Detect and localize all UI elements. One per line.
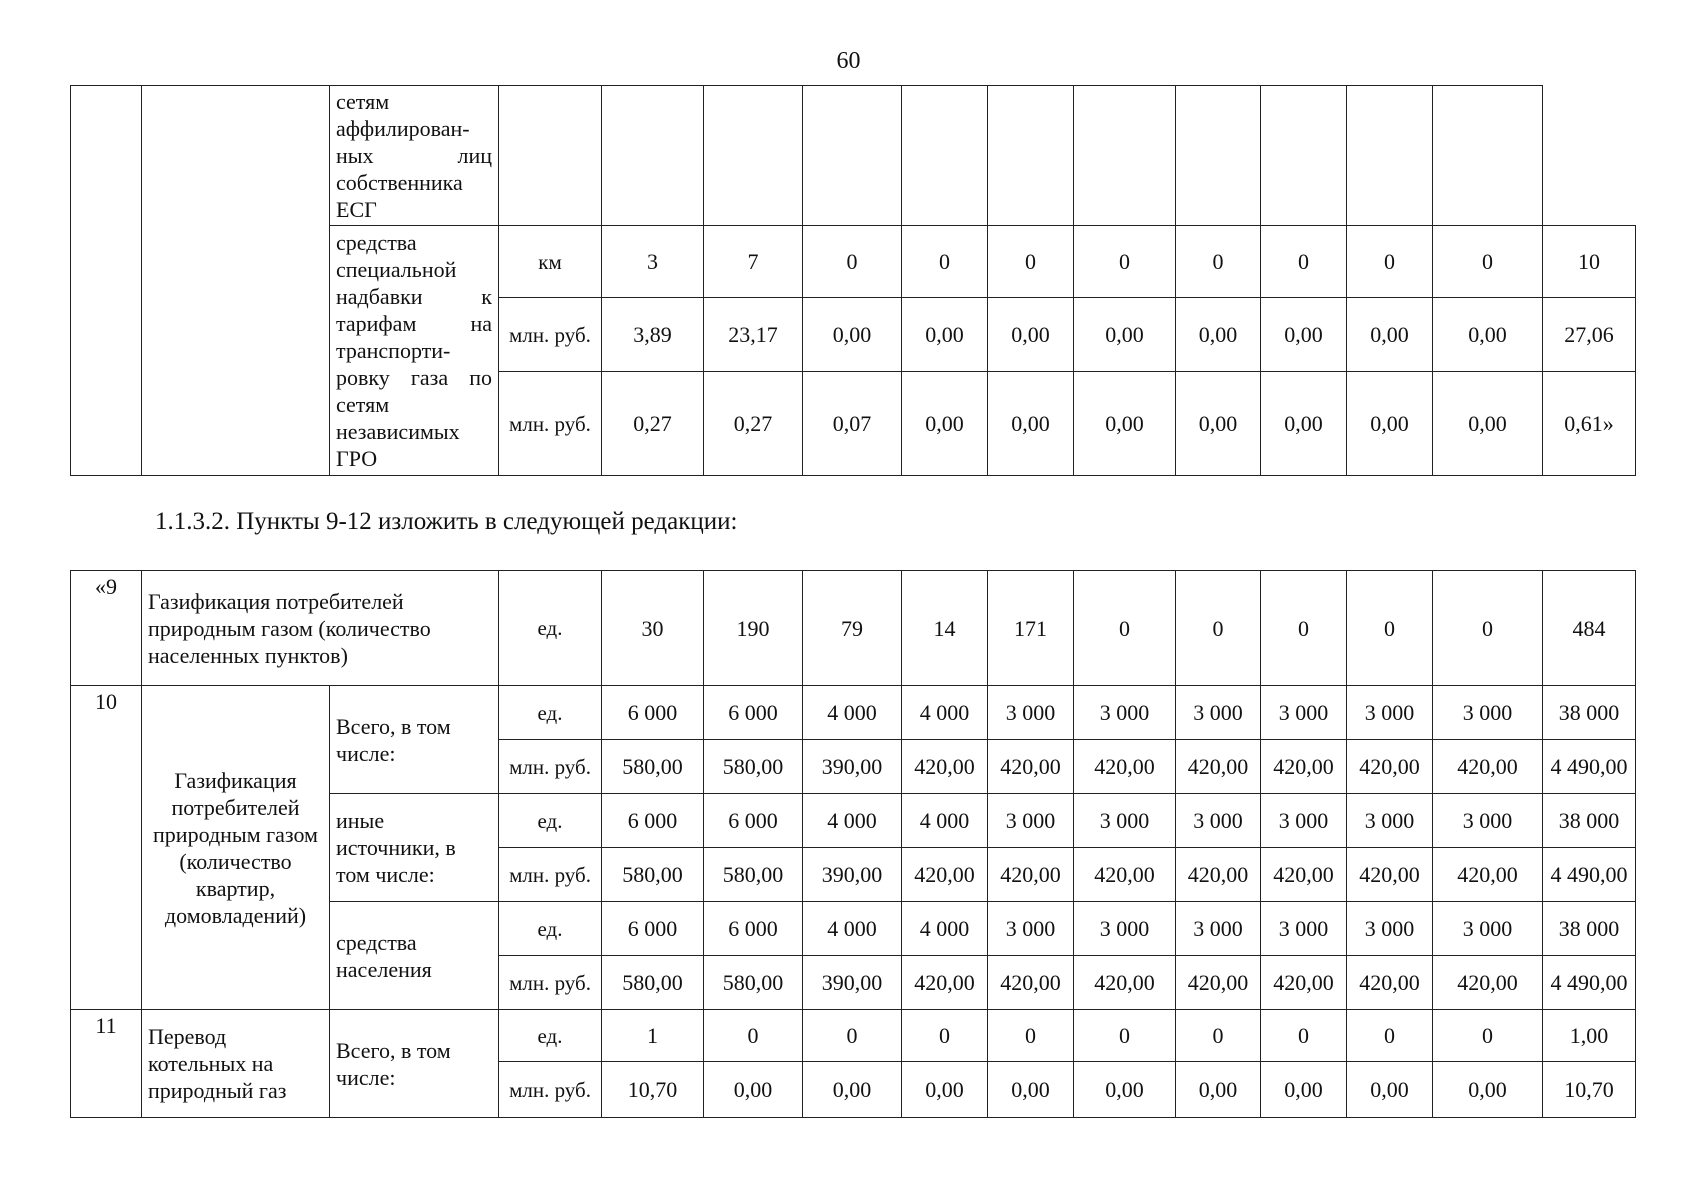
value-cell: 3 000 — [988, 902, 1074, 956]
value-cell: 0 — [1261, 226, 1347, 298]
value-cell: 3 000 — [1433, 686, 1543, 740]
total-cell: 1,00 — [1543, 1010, 1636, 1062]
value-cell: 0,00 — [1261, 1062, 1347, 1118]
value-cell: 4 000 — [902, 686, 988, 740]
value-cell: 0,00 — [1433, 298, 1543, 372]
value-cell: 0,00 — [1433, 372, 1543, 476]
total-cell: 27,06 — [1543, 298, 1636, 372]
empty-number-cell — [71, 86, 142, 476]
value-cell: 580,00 — [704, 848, 803, 902]
value-cell: 3 000 — [1261, 902, 1347, 956]
value-cell: 0 — [1347, 571, 1433, 686]
value-cell: 79 — [803, 571, 902, 686]
value-cell: 6 000 — [704, 794, 803, 848]
total-cell: 0,61» — [1543, 372, 1636, 476]
value-cell: 0,00 — [1074, 1062, 1176, 1118]
empty-cell — [902, 86, 988, 226]
value-cell: 420,00 — [1347, 956, 1433, 1010]
value-cell: 0,00 — [1074, 298, 1176, 372]
item-name: Газификация потребителей природным газом (количество квартир, домовладений) — [142, 686, 330, 1010]
value-cell: 0 — [1347, 226, 1433, 298]
sub-item-label: Всего, в том числе: — [330, 1010, 499, 1118]
unit-cell: км — [499, 226, 602, 298]
value-cell: 420,00 — [988, 956, 1074, 1010]
value-cell: 7 — [704, 226, 803, 298]
total-cell: 10 — [1543, 226, 1636, 298]
item-number: 10 — [71, 686, 142, 1010]
value-cell: 3 000 — [988, 794, 1074, 848]
value-cell: 580,00 — [602, 956, 704, 1010]
value-cell: 3 000 — [1176, 794, 1261, 848]
empty-cell — [1433, 86, 1543, 226]
value-cell: 420,00 — [1074, 848, 1176, 902]
total-cell: 4 490,00 — [1543, 956, 1636, 1010]
unit-cell: ед. — [499, 794, 602, 848]
value-cell: 3 000 — [1433, 902, 1543, 956]
value-cell: 4 000 — [803, 794, 902, 848]
value-cell: 0,00 — [1433, 1062, 1543, 1118]
value-cell: 0,00 — [1176, 298, 1261, 372]
value-cell: 10,70 — [602, 1062, 704, 1118]
value-cell: 3 000 — [1074, 686, 1176, 740]
value-cell: 3 000 — [988, 686, 1074, 740]
value-cell: 4 000 — [803, 686, 902, 740]
value-cell: 420,00 — [1433, 956, 1543, 1010]
amendment-paragraph: 1.1.3.2. Пункты 9-12 изложить в следующей редакции: — [155, 508, 738, 535]
total-cell: 484 — [1543, 571, 1636, 686]
value-cell: 420,00 — [1261, 740, 1347, 794]
value-cell: 4 000 — [902, 794, 988, 848]
value-cell: 3 — [602, 226, 704, 298]
value-cell: 0 — [1074, 226, 1176, 298]
program-table-items-9-12 — [70, 570, 1636, 1118]
value-cell: 0 — [803, 226, 902, 298]
value-cell: 3 000 — [1347, 794, 1433, 848]
value-cell: 0 — [803, 1010, 902, 1062]
value-cell: 420,00 — [1261, 848, 1347, 902]
sub-item-label: Всего, в том числе: — [330, 686, 499, 794]
empty-cell — [499, 86, 602, 226]
value-cell: 420,00 — [1433, 848, 1543, 902]
value-cell: 0 — [1176, 226, 1261, 298]
item-name: Газификация потребителей природным газом (количество населенных пунктов) — [142, 571, 499, 686]
value-cell: 390,00 — [803, 848, 902, 902]
value-cell: 6 000 — [704, 902, 803, 956]
value-cell: 420,00 — [1347, 740, 1433, 794]
value-cell: 0,00 — [1261, 298, 1347, 372]
empty-cell — [1074, 86, 1176, 226]
value-cell: 0,00 — [988, 298, 1074, 372]
value-cell: 0 — [1433, 1010, 1543, 1062]
value-cell: 0 — [1347, 1010, 1433, 1062]
value-cell: 171 — [988, 571, 1074, 686]
value-cell: 0,00 — [988, 1062, 1074, 1118]
unit-cell: млн. руб. — [499, 740, 602, 794]
value-cell: 14 — [902, 571, 988, 686]
value-cell: 3 000 — [1347, 902, 1433, 956]
program-table-continuation — [70, 85, 1636, 476]
value-cell: 0 — [1433, 226, 1543, 298]
value-cell: 420,00 — [902, 956, 988, 1010]
value-cell: 6 000 — [704, 686, 803, 740]
value-cell: 6 000 — [602, 794, 704, 848]
value-cell: 0,00 — [1261, 372, 1347, 476]
value-cell: 580,00 — [704, 740, 803, 794]
value-cell: 420,00 — [902, 740, 988, 794]
value-cell: 580,00 — [704, 956, 803, 1010]
value-cell: 0,00 — [704, 1062, 803, 1118]
value-cell: 0,00 — [988, 372, 1074, 476]
unit-cell: ед. — [499, 1010, 602, 1062]
value-cell: 0,00 — [902, 298, 988, 372]
unit-cell: ед. — [499, 686, 602, 740]
empty-cell — [988, 86, 1074, 226]
value-cell: 420,00 — [1176, 740, 1261, 794]
unit-cell: млн. руб. — [499, 848, 602, 902]
value-cell: 0,00 — [1347, 372, 1433, 476]
value-cell: 0,07 — [803, 372, 902, 476]
value-cell: 580,00 — [602, 740, 704, 794]
value-cell: 190 — [704, 571, 803, 686]
value-cell: 0,00 — [1074, 372, 1176, 476]
sub-item-label: средства населения — [330, 902, 499, 1010]
value-cell: 0,27 — [602, 372, 704, 476]
value-cell: 6 000 — [602, 902, 704, 956]
value-cell: 420,00 — [902, 848, 988, 902]
value-cell: 0,00 — [803, 298, 902, 372]
value-cell: 0,00 — [1347, 1062, 1433, 1118]
value-cell: 0,00 — [1176, 372, 1261, 476]
value-cell: 30 — [602, 571, 704, 686]
item-number: «9 — [71, 571, 142, 686]
value-cell: 3 000 — [1261, 794, 1347, 848]
empty-cell — [1261, 86, 1347, 226]
empty-name-cell — [142, 86, 330, 476]
value-cell: 3 000 — [1074, 794, 1176, 848]
value-cell: 0 — [1074, 571, 1176, 686]
unit-cell: млн. руб. — [499, 956, 602, 1010]
value-cell: 580,00 — [602, 848, 704, 902]
value-cell: 0,00 — [902, 1062, 988, 1118]
sub-item-label: иные источники, в том числе: — [330, 794, 499, 902]
value-cell: 0 — [1176, 1010, 1261, 1062]
value-cell: 0 — [902, 1010, 988, 1062]
value-cell: 0 — [1074, 1010, 1176, 1062]
empty-cell — [1347, 86, 1433, 226]
value-cell: 4 000 — [803, 902, 902, 956]
empty-cell — [803, 86, 902, 226]
value-cell: 0 — [1176, 571, 1261, 686]
item-number: 11 — [71, 1010, 142, 1118]
value-cell: 3,89 — [602, 298, 704, 372]
total-cell: 38 000 — [1543, 794, 1636, 848]
value-cell: 0 — [1433, 571, 1543, 686]
value-cell: 420,00 — [1074, 956, 1176, 1010]
unit-cell: млн. руб. — [499, 372, 602, 476]
value-cell: 420,00 — [988, 740, 1074, 794]
value-cell: 420,00 — [1176, 848, 1261, 902]
value-cell: 0 — [902, 226, 988, 298]
unit-cell: млн. руб. — [499, 1062, 602, 1118]
unit-cell: ед. — [499, 902, 602, 956]
value-cell: 0,00 — [1347, 298, 1433, 372]
value-cell: 23,17 — [704, 298, 803, 372]
unit-cell: млн. руб. — [499, 298, 602, 372]
value-cell: 0 — [1261, 571, 1347, 686]
value-cell: 3 000 — [1176, 902, 1261, 956]
value-cell: 3 000 — [1261, 686, 1347, 740]
empty-cell — [602, 86, 704, 226]
value-cell: 0 — [1261, 1010, 1347, 1062]
value-cell: 3 000 — [1074, 902, 1176, 956]
value-cell: 6 000 — [602, 686, 704, 740]
value-cell: 420,00 — [988, 848, 1074, 902]
source-affiliated-label: сетям аффилирован-ных лиц собственника ЕСГ — [330, 86, 499, 226]
total-cell: 4 490,00 — [1543, 740, 1636, 794]
empty-cell — [1176, 86, 1261, 226]
value-cell: 390,00 — [803, 956, 902, 1010]
value-cell: 0,00 — [902, 372, 988, 476]
value-cell: 0,00 — [803, 1062, 902, 1118]
value-cell: 0,00 — [1176, 1062, 1261, 1118]
value-cell: 3 000 — [1433, 794, 1543, 848]
value-cell: 420,00 — [1074, 740, 1176, 794]
unit-cell: ед. — [499, 571, 602, 686]
value-cell: 420,00 — [1433, 740, 1543, 794]
value-cell: 1 — [602, 1010, 704, 1062]
value-cell: 420,00 — [1347, 848, 1433, 902]
value-cell: 420,00 — [1176, 956, 1261, 1010]
value-cell: 420,00 — [1261, 956, 1347, 1010]
value-cell: 0 — [704, 1010, 803, 1062]
value-cell: 0,27 — [704, 372, 803, 476]
value-cell: 0 — [988, 1010, 1074, 1062]
source-special-surcharge-label: средства специальной надбавки к тарифам на транспорти-ровку газа по сетям независимых ГРО — [330, 226, 499, 476]
page-number: 60 — [836, 48, 861, 74]
total-cell: 38 000 — [1543, 902, 1636, 956]
value-cell: 0 — [988, 226, 1074, 298]
total-cell: 38 000 — [1543, 686, 1636, 740]
item-name: Перевод котельных на природный газ — [142, 1010, 330, 1118]
empty-cell — [704, 86, 803, 226]
value-cell: 4 000 — [902, 902, 988, 956]
value-cell: 3 000 — [1176, 686, 1261, 740]
value-cell: 390,00 — [803, 740, 902, 794]
total-cell: 10,70 — [1543, 1062, 1636, 1118]
value-cell: 3 000 — [1347, 686, 1433, 740]
total-cell: 4 490,00 — [1543, 848, 1636, 902]
